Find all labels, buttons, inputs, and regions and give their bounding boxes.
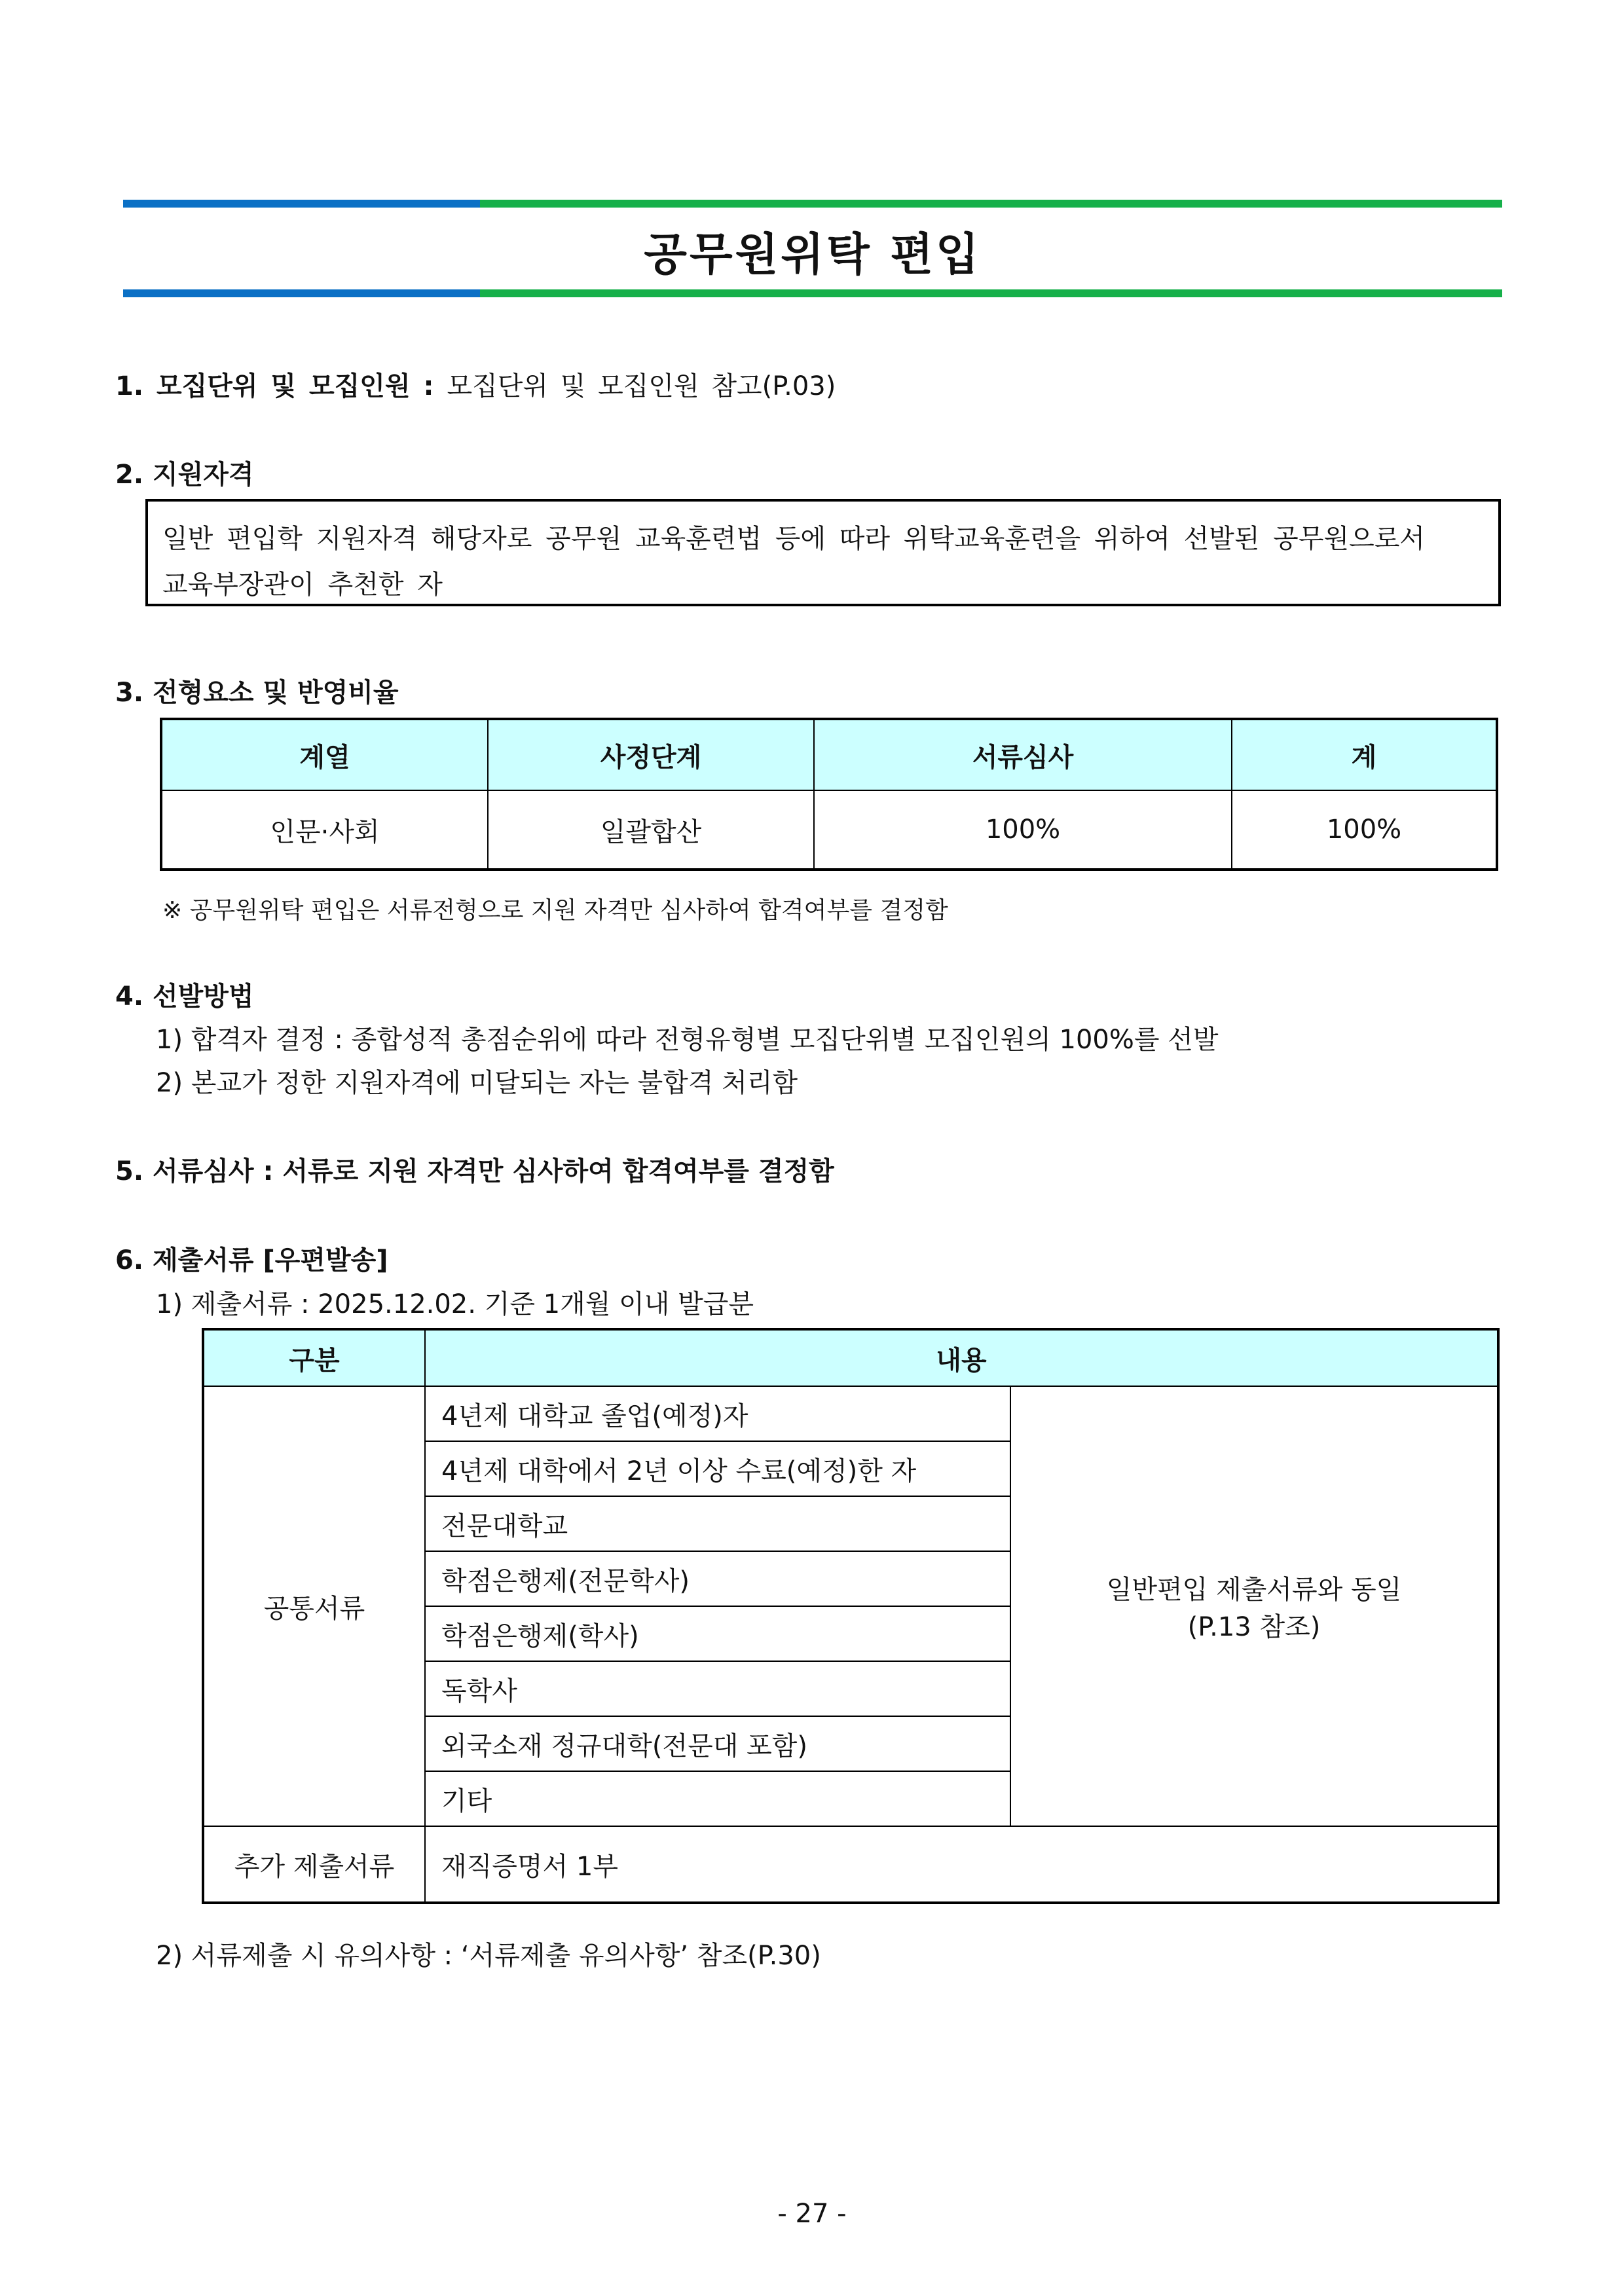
header-content: 내용 [425,1329,1498,1386]
selection-item-2: 2) 본교가 정한 지원자격에 미달되는 자는 불합격 처리함 [156,1068,798,1098]
common-docs-note [1010,1386,1498,1826]
section-1-text: 모집단위 및 모집인원 참고(P.03) [447,371,836,401]
page-title: 공무원위탁 편입 [644,229,982,281]
header-total: 계 [1232,719,1497,790]
common-doc-item: 4년제 대학에서 2년 이상 수료(예정)한 자 [425,1441,1010,1496]
section-2-heading: 2. 지원자격 [115,460,254,490]
selection-item-1: 1) 합격자 결정 : 종합성적 총점순위에 따라 전형유형별 모집단위별 모집인원의 100%를 선발 [156,1025,1219,1055]
cell-document-review: 100% [814,790,1232,870]
extra-docs-value: 재직증명서 1부 [425,1826,1498,1903]
title-top-bar [123,200,1502,208]
common-doc-item: 외국소재 정규대학(전문대 포함) [425,1716,1010,1771]
section-6-heading: 6. 제출서류 [우편발송] [115,1245,388,1276]
table-header-row [203,1329,1498,1386]
common-doc-item: 학점은행제(학사) [425,1606,1010,1661]
documents-item-2: 2) 서류제출 시 유의사항 : ‘서류제출 유의사항’ 참조(P.30) [156,1941,821,1971]
cell-category: 인문·사회 [161,790,488,870]
header-stage: 사정단계 [488,719,814,790]
section-4-heading: 4. 선발방법 [115,982,254,1012]
common-doc-item: 전문대학교 [425,1496,1010,1551]
common-doc-item: 기타 [425,1771,1010,1826]
section-5-heading: 5. 서류심사 : 서류로 지원 자격만 심사하여 합격여부를 결정함 [115,1156,834,1186]
section-1-title: 1. 모집단위 및 모집인원 : [115,371,434,401]
qualification-line-1: 일반 편입학 지원자격 해당자로 공무원 교육훈련법 등에 따라 위탁교육훈련을 위하여 선발된 공무원으로서 [162,524,1426,554]
common-docs-note-line-1: 일반편입 제출서류와 동일 [1106,1575,1402,1605]
section-3-heading: 3. 전형요소 및 반영비율 [115,678,399,708]
cell-stage: 일괄합산 [488,790,814,870]
cell-total: 100% [1232,790,1497,870]
evaluation-note: ※ 공무원위탁 편입은 서류전형으로 지원 자격만 심사하여 합격여부를 결정함 [162,897,948,924]
evaluation-table [160,718,1498,871]
table-row [203,1386,1498,1441]
qualification-line-2: 교육부장관이 추천한 자 [162,570,443,600]
header-division: 구분 [203,1329,425,1386]
table-row [203,1826,1498,1903]
common-doc-item: 학점은행제(전문학사) [425,1551,1010,1606]
section-1-heading [115,365,836,403]
documents-table [202,1328,1500,1904]
qualification-box [145,499,1501,606]
page-number: - 27 - [777,2199,847,2229]
common-doc-item: 독학사 [425,1661,1010,1716]
common-doc-item: 4년제 대학교 졸업(예정)자 [425,1386,1010,1441]
common-docs-note-line-2: (P.13 참조) [1187,1612,1321,1642]
table-header-row [161,719,1497,790]
table-row [161,790,1497,870]
title-bottom-bar [123,289,1502,297]
extra-docs-label: 추가 제출서류 [203,1826,425,1903]
common-docs-label: 공통서류 [203,1386,425,1826]
documents-item-1: 1) 제출서류 : 2025.12.02. 기준 1개월 이내 발급분 [156,1289,754,1319]
header-category: 계열 [161,719,488,790]
header-document-review: 서류심사 [814,719,1232,790]
